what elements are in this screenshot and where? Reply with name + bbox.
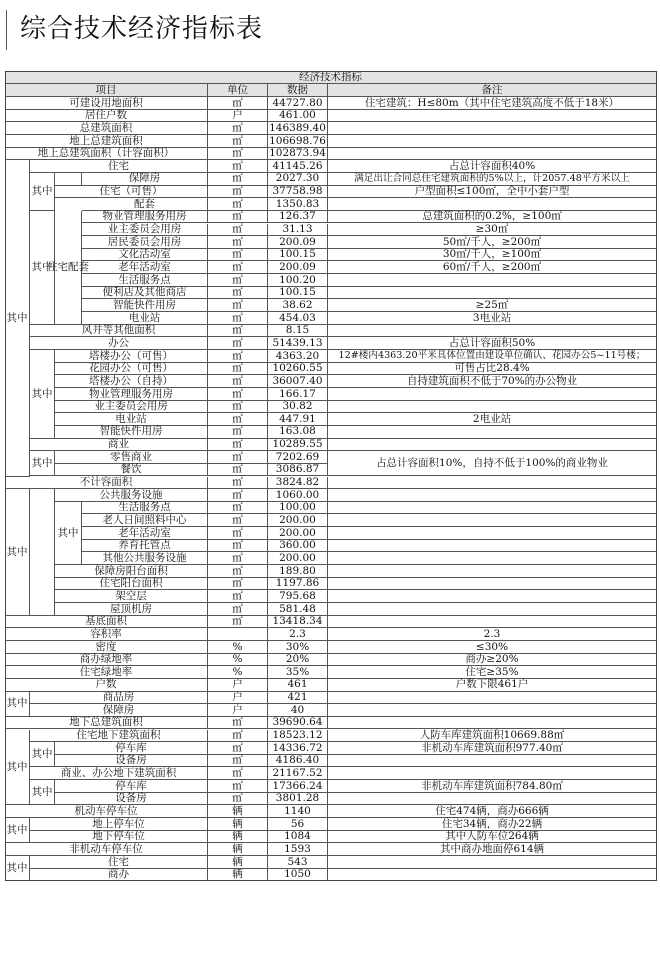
row-value: 51439.13	[268, 337, 328, 350]
row-value: 2.3	[268, 628, 328, 641]
row-note: 总建筑面积的0.2%，≥100㎡	[328, 211, 657, 224]
row-note: 2.3	[328, 628, 657, 641]
row-unit: ㎡	[208, 148, 268, 161]
row-item: 商办绿地率	[5, 654, 208, 667]
row-note: 户数下限461户	[328, 679, 657, 692]
row-unit: %	[208, 641, 268, 654]
row-item: 便利店及其他商店	[82, 287, 208, 300]
row-value: 40	[268, 704, 328, 717]
row-value: 1140	[268, 805, 328, 818]
row-value: 126.37	[268, 211, 328, 224]
row-item: 停车库	[55, 742, 208, 755]
row-item: 商业、办公地下建筑面积	[30, 767, 208, 780]
row-note: 60㎡/千人，≥200㎡	[328, 261, 657, 274]
group-label-shangban-dixia: 其中	[30, 780, 55, 805]
row-unit: 户	[208, 692, 268, 705]
row-value: 146389.40	[268, 122, 328, 135]
row-value: 30%	[268, 641, 328, 654]
row-unit: ㎡	[208, 489, 268, 502]
table-title: 经济技术指标	[5, 71, 657, 84]
row-value: 189.80	[268, 565, 328, 578]
row-note	[328, 477, 657, 490]
row-item: 保障房	[82, 173, 208, 186]
row-unit: 辆	[208, 831, 268, 844]
row-note	[328, 692, 657, 705]
row-note	[328, 401, 657, 414]
row-item: 养育托管点	[82, 540, 208, 553]
row-value: 1593	[268, 843, 328, 856]
row-value: 1350.83	[268, 198, 328, 211]
row-value: 4186.40	[268, 755, 328, 768]
group-label-jizhong-main: 其中	[5, 160, 30, 476]
row-item: 老人日间照料中心	[82, 514, 208, 527]
row-value: 461.00	[268, 110, 328, 123]
row-item: 其他公共服务设施	[82, 552, 208, 565]
row-unit: ㎡	[208, 742, 268, 755]
row-value: 10289.55	[268, 439, 328, 452]
row-value: 200.00	[268, 514, 328, 527]
row-item: 地下总建筑面积	[5, 717, 208, 730]
row-item: 业主委员会用房	[82, 224, 208, 237]
row-note	[328, 755, 657, 768]
row-note: 户型面积≤100㎡，全中小套户型	[328, 186, 657, 199]
row-note: 占总计容面积40%	[328, 160, 657, 173]
group-label-hushu: 其中	[5, 692, 30, 717]
row-item: 设备房	[55, 755, 208, 768]
row-value: 44727.80	[268, 97, 328, 110]
row-unit: ㎡	[208, 274, 268, 287]
row-value: 30.82	[268, 401, 328, 414]
row-note	[328, 148, 657, 161]
row-item: 公共服务设施	[55, 489, 208, 502]
row-value: 166.17	[268, 388, 328, 401]
row-unit: ㎡	[208, 451, 268, 464]
row-unit: ㎡	[208, 780, 268, 793]
row-note	[328, 274, 657, 287]
row-unit: 户	[208, 679, 268, 692]
row-item: 地下停车位	[30, 831, 208, 844]
group-label-tingche: 其中	[5, 818, 30, 843]
row-value: 200.09	[268, 236, 328, 249]
row-item: 住宅阳台面积	[55, 578, 208, 591]
row-item: 居民委员会用房	[82, 236, 208, 249]
row-value: 56	[268, 818, 328, 831]
row-note	[328, 590, 657, 603]
row-note: 其中商办地面停614辆	[328, 843, 657, 856]
row-unit: 辆	[208, 843, 268, 856]
row-unit: ㎡	[208, 261, 268, 274]
group-label-peitao: 其中	[30, 211, 55, 325]
group-spacer-baozhang	[55, 173, 82, 186]
row-note	[328, 325, 657, 338]
row-note: 30㎡/千人，≥100㎡	[328, 249, 657, 262]
row-value: 100.20	[268, 274, 328, 287]
row-unit: ㎡	[208, 299, 268, 312]
row-note	[328, 603, 657, 616]
row-unit: ㎡	[208, 540, 268, 553]
row-note	[328, 565, 657, 578]
row-item: 非机动车停车位	[5, 843, 208, 856]
row-unit: ㎡	[208, 350, 268, 363]
row-item: 电业站	[55, 413, 208, 426]
row-unit: ㎡	[208, 325, 268, 338]
row-value: 13418.34	[268, 616, 328, 629]
row-unit: ㎡	[208, 363, 268, 376]
row-value: 1197.86	[268, 578, 328, 591]
row-value: 100.15	[268, 249, 328, 262]
row-item: 住宅	[30, 856, 208, 869]
row-item: 设备房	[55, 793, 208, 806]
group-spacer-bujirong	[30, 489, 55, 616]
row-value: 35%	[268, 666, 328, 679]
row-note	[328, 388, 657, 401]
row-note: ≤30%	[328, 641, 657, 654]
row-item: 商办	[30, 869, 208, 882]
row-unit: 户	[208, 110, 268, 123]
row-value: 100.15	[268, 287, 328, 300]
row-note	[328, 869, 657, 882]
header-unit: 单位	[208, 84, 268, 97]
row-value: 3801.28	[268, 793, 328, 806]
row-value: 14336.72	[268, 742, 328, 755]
row-unit: ㎡	[208, 236, 268, 249]
row-value: 37758.98	[268, 186, 328, 199]
row-value: 21167.52	[268, 767, 328, 780]
row-note	[328, 527, 657, 540]
row-note	[328, 767, 657, 780]
row-unit: ㎡	[208, 337, 268, 350]
row-unit: ㎡	[208, 439, 268, 452]
row-value: 2027.30	[268, 173, 328, 186]
row-value: 163.08	[268, 426, 328, 439]
row-unit	[208, 628, 268, 641]
row-note: ≥30㎡	[328, 224, 657, 237]
row-unit: ㎡	[208, 198, 268, 211]
header-note: 备注	[328, 84, 657, 97]
row-note: 自持建筑面积不低于70%的办公物业	[328, 375, 657, 388]
row-value: 18523.12	[268, 730, 328, 743]
group-label-feijidong: 其中	[5, 856, 30, 881]
row-value: 39690.64	[268, 717, 328, 730]
row-item: 架空层	[55, 590, 208, 603]
row-value: 3824.82	[268, 477, 328, 490]
row-value: 3086.87	[268, 464, 328, 477]
row-unit: ㎡	[208, 135, 268, 148]
row-note	[328, 439, 657, 452]
row-unit: ㎡	[208, 565, 268, 578]
row-note: 2电业站	[328, 413, 657, 426]
row-item: 塔楼办公（自持）	[55, 375, 208, 388]
row-unit: ㎡	[208, 97, 268, 110]
row-unit: ㎡	[208, 755, 268, 768]
header-item: 项目	[5, 84, 208, 97]
group-label-zhuzhai-peitao: 住宅配套	[55, 211, 82, 325]
header-value: 数据	[268, 84, 328, 97]
row-item: 办公	[30, 337, 208, 350]
row-unit: ㎡	[208, 413, 268, 426]
row-item: 业主委员会用房	[55, 401, 208, 414]
row-note	[328, 514, 657, 527]
row-unit: ㎡	[208, 160, 268, 173]
row-note: 住宅34辆，商办22辆	[328, 818, 657, 831]
row-note	[328, 287, 657, 300]
row-note	[328, 616, 657, 629]
row-value: 200.00	[268, 552, 328, 565]
row-value: 100.00	[268, 502, 328, 515]
row-value: 41145.26	[268, 160, 328, 173]
group-label-bujirong: 其中	[5, 489, 30, 616]
row-value: 447.91	[268, 413, 328, 426]
row-note	[328, 110, 657, 123]
row-unit: 辆	[208, 869, 268, 882]
row-item: 总建筑面积	[5, 122, 208, 135]
row-unit: ㎡	[208, 464, 268, 477]
page-title: 综合技术经济指标表	[20, 14, 264, 44]
group-label-zhuzhai: 其中	[30, 173, 55, 211]
row-note: 住宅建筑：H≤80m（其中住宅建筑高度不低于18米）	[328, 97, 657, 110]
row-unit: 户	[208, 704, 268, 717]
row-unit: ㎡	[208, 502, 268, 515]
row-item: 可建设用地面积	[5, 97, 208, 110]
row-item: 智能快件用房	[55, 426, 208, 439]
row-value: 10260.55	[268, 363, 328, 376]
row-value: 36007.40	[268, 375, 328, 388]
indicator-table	[5, 71, 657, 957]
row-value: 106698.76	[268, 135, 328, 148]
group-label-dixia: 其中	[5, 730, 30, 806]
row-item: 塔楼办公（可售）	[55, 350, 208, 363]
row-item: 老年活动室	[82, 261, 208, 274]
row-note	[328, 717, 657, 730]
row-note	[328, 502, 657, 515]
row-item: 地上停车位	[30, 818, 208, 831]
row-unit: 辆	[208, 856, 268, 869]
row-unit: ㎡	[208, 173, 268, 186]
row-item: 餐饮	[55, 464, 208, 477]
row-unit: ㎡	[208, 793, 268, 806]
row-value: 1060.00	[268, 489, 328, 502]
row-value: 17366.24	[268, 780, 328, 793]
row-unit: ㎡	[208, 224, 268, 237]
row-item: 住宅地下建筑面积	[30, 730, 208, 743]
row-unit: ㎡	[208, 312, 268, 325]
row-unit: ㎡	[208, 730, 268, 743]
row-note: 12#楼内4363.20平米具体位置由建设单位确认、花园办公5~11号楼；	[328, 350, 657, 363]
row-unit: ㎡	[208, 552, 268, 565]
row-unit: ㎡	[208, 717, 268, 730]
row-value: 421	[268, 692, 328, 705]
row-note: 占总计容面积10%，自持不低于100%的商业物业	[328, 451, 657, 476]
row-note	[328, 540, 657, 553]
row-unit: 辆	[208, 805, 268, 818]
row-unit: ㎡	[208, 527, 268, 540]
row-unit: ㎡	[208, 388, 268, 401]
row-value: 543	[268, 856, 328, 869]
row-value: 8.15	[268, 325, 328, 338]
group-label-zhuzhai-dixia: 其中	[30, 742, 55, 767]
group-label-gonggong: 其中	[55, 502, 82, 565]
row-value: 461	[268, 679, 328, 692]
row-item: 保障房阳台面积	[55, 565, 208, 578]
row-item: 电业站	[82, 312, 208, 325]
row-item: 地上总建筑面积（计容面积）	[5, 148, 208, 161]
row-note: 人防车库建筑面积10669.88㎡	[328, 730, 657, 743]
row-item: 物业管理服务用房	[82, 211, 208, 224]
row-unit: 辆	[208, 818, 268, 831]
row-unit: ㎡	[208, 616, 268, 629]
row-unit: ㎡	[208, 401, 268, 414]
row-item: 商品房	[30, 692, 208, 705]
row-item: 居住户数	[5, 110, 208, 123]
row-item: 住宅绿地率	[5, 666, 208, 679]
row-item: 户数	[5, 679, 208, 692]
row-value: 1050	[268, 869, 328, 882]
row-note	[328, 552, 657, 565]
row-note: 满足出让合同总住宅建筑面积的5%以上，计2057.48平方米以上	[328, 173, 657, 186]
margin-rule	[6, 10, 7, 50]
row-note: 50㎡/千人，≥200㎡	[328, 236, 657, 249]
row-item: 文化活动室	[82, 249, 208, 262]
row-note: 3电业站	[328, 312, 657, 325]
row-item: 风井等其他面积	[30, 325, 208, 338]
row-note: 占总计容面积50%	[328, 337, 657, 350]
row-unit: ㎡	[208, 603, 268, 616]
row-unit: ㎡	[208, 514, 268, 527]
row-note	[328, 198, 657, 211]
row-item: 老年活动室	[82, 527, 208, 540]
row-note: ≥25㎡	[328, 299, 657, 312]
row-item: 机动车停车位	[5, 805, 208, 818]
row-note: 住宅474辆，商办666辆	[328, 805, 657, 818]
row-value: 31.13	[268, 224, 328, 237]
row-note	[328, 856, 657, 869]
row-item: 地上总建筑面积	[5, 135, 208, 148]
row-note: 住宅≥35%	[328, 666, 657, 679]
row-item: 住宅（可售）	[55, 186, 208, 199]
row-unit: ㎡	[208, 578, 268, 591]
row-value: 200.09	[268, 261, 328, 274]
row-value: 1084	[268, 831, 328, 844]
row-note	[328, 135, 657, 148]
row-note: 非机动车库建筑面积784.80㎡	[328, 780, 657, 793]
row-note	[328, 793, 657, 806]
row-note	[328, 489, 657, 502]
row-value: 454.03	[268, 312, 328, 325]
row-unit: ㎡	[208, 590, 268, 603]
group-label-bangong: 其中	[30, 350, 55, 439]
row-item: 容积率	[5, 628, 208, 641]
row-value: 795.68	[268, 590, 328, 603]
row-item: 生活服务点	[82, 502, 208, 515]
row-item: 保障房	[30, 704, 208, 717]
row-item: 物业管理服务用房	[55, 388, 208, 401]
row-item: 停车库	[55, 780, 208, 793]
row-unit: %	[208, 654, 268, 667]
row-value: 360.00	[268, 540, 328, 553]
row-item: 零售商业	[55, 451, 208, 464]
row-unit: ㎡	[208, 767, 268, 780]
row-item: 生活服务点	[82, 274, 208, 287]
row-note: 商办≥20%	[328, 654, 657, 667]
row-value: 200.00	[268, 527, 328, 540]
row-note	[328, 122, 657, 135]
row-value: 7202.69	[268, 451, 328, 464]
row-unit: ㎡	[208, 122, 268, 135]
row-item: 住宅	[30, 160, 208, 173]
row-unit: ㎡	[208, 249, 268, 262]
row-note: 可售占比28.4%	[328, 363, 657, 376]
row-item: 不计容面积	[5, 477, 208, 490]
row-item: 密度	[5, 641, 208, 654]
group-label-shangye: 其中	[30, 451, 55, 476]
row-note	[328, 704, 657, 717]
row-unit: ㎡	[208, 287, 268, 300]
row-note: 其中人防车位264辆	[328, 831, 657, 844]
row-item: 智能快件用房	[82, 299, 208, 312]
row-item: 屋顶机房	[55, 603, 208, 616]
row-item: 配套	[82, 198, 208, 211]
row-unit: ㎡	[208, 211, 268, 224]
row-unit: ㎡	[208, 375, 268, 388]
row-value: 4363.20	[268, 350, 328, 363]
row-note	[328, 578, 657, 591]
row-item: 花园办公（可售）	[55, 363, 208, 376]
row-item: 商业	[30, 439, 208, 452]
row-unit: ㎡	[208, 186, 268, 199]
row-item: 基底面积	[5, 616, 208, 629]
row-value: 102873.94	[268, 148, 328, 161]
row-value: 20%	[268, 654, 328, 667]
row-unit: ㎡	[208, 426, 268, 439]
row-value: 38.62	[268, 299, 328, 312]
row-note: 非机动车库建筑面积977.40㎡	[328, 742, 657, 755]
row-value: 581.48	[268, 603, 328, 616]
row-unit: %	[208, 666, 268, 679]
row-note	[328, 426, 657, 439]
row-unit: ㎡	[208, 477, 268, 490]
